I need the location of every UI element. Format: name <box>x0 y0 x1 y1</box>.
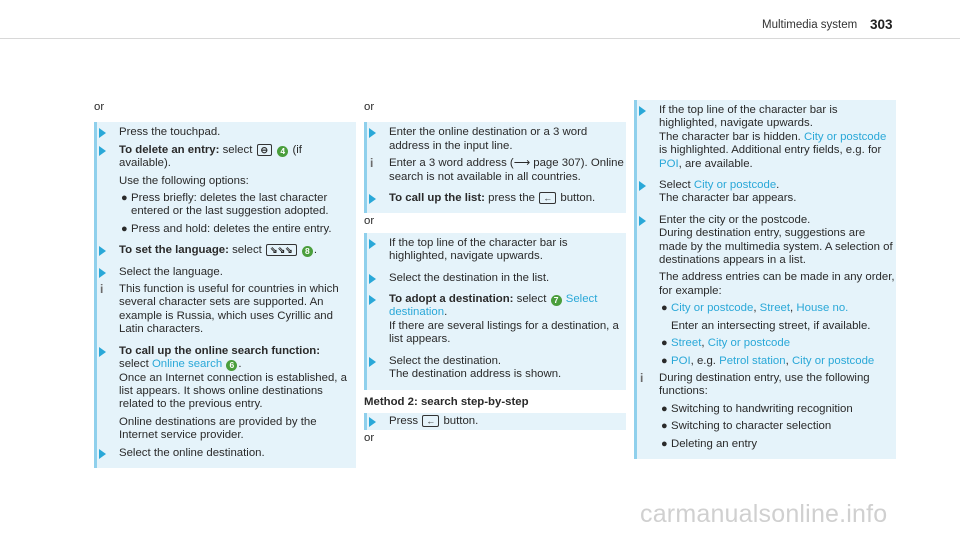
instruction-box <box>94 122 356 468</box>
poi-link[interactable]: POI <box>659 157 679 170</box>
or-text: or <box>94 101 105 113</box>
bullet-icon: ● <box>661 354 668 367</box>
step-delete-entry: To delete an entry: select ⊖ 4 (if available). <box>97 144 356 171</box>
step-arrow-icon <box>639 216 646 226</box>
bullet-icon: ● <box>121 192 128 205</box>
online-search-link[interactable]: Online search <box>151 358 223 371</box>
list-item: ● Press and hold: deletes the entire entry. <box>121 222 332 235</box>
or-text: or <box>364 215 375 228</box>
step-character-bar: If the top line of the character bar is highlighted, navigate upwards. The character bar is hidden. City or postcode is highlighted. Additional entry fields, e.g. for POI, are available. <box>637 104 896 171</box>
instruction-box <box>364 122 626 213</box>
callout-badge: 8 <box>302 246 313 257</box>
list-item: ● Switching to character selection <box>661 420 832 433</box>
list-item: ● POI, e.g. Petrol station, City or postcode <box>661 354 875 367</box>
info-icon: i <box>370 156 374 171</box>
list-item: ● Press briefly: deletes the last character entered or the last suggestion adopted. <box>121 192 329 218</box>
step-arrow-icon <box>99 347 106 357</box>
bullet-icon: ● <box>661 437 668 450</box>
step-arrow-icon <box>639 106 646 116</box>
delete-key-icon: ⊖ <box>257 144 273 156</box>
step-select-destination: Select the destination. The destination address is shown. <box>367 355 626 382</box>
step-press-touchpad: Press the touchpad. <box>97 126 356 139</box>
step-arrow-icon <box>369 274 376 284</box>
step-adopt-destination: To adopt a destination: select 7 Select destination. If there are several listings for a destination, a list appears. <box>367 293 626 347</box>
list-item: ● Switching to handwriting recognition <box>661 402 853 415</box>
callout-badge: 4 <box>277 146 288 157</box>
list-item: ● City or postcode, Street, House no. <box>661 302 849 315</box>
list-item: ● Street, City or postcode <box>661 337 791 350</box>
step-arrow-icon <box>99 246 106 256</box>
address-order-text: The address entries can be made in any order, for example: <box>659 271 895 297</box>
instruction-box <box>364 413 626 430</box>
language-key-icon: ⇘⇘⇘ <box>266 244 297 256</box>
section-heading: Method 2: search step-by-step <box>364 395 529 408</box>
step-select-city: Select City or postcode. The character bar appears. <box>637 179 896 206</box>
select-destination-link[interactable]: Select destination <box>389 293 598 319</box>
step-select-online-destination: Select the online destination. <box>97 447 356 460</box>
step-press-back: Press ← button. <box>367 415 626 428</box>
step-arrow-icon <box>369 295 376 305</box>
header-title: Multimedia system <box>762 19 858 31</box>
step-arrow-icon <box>99 128 106 138</box>
bullet-icon: ● <box>661 402 668 415</box>
callout-badge: 7 <box>551 295 562 306</box>
step-arrow-icon <box>369 417 376 427</box>
step-arrow-icon <box>99 268 106 278</box>
step-set-language: To set the language: select ⇘⇘⇘ 8 . <box>97 244 356 257</box>
provider-text: Online destinations are provided by the Internet service provider. <box>119 415 317 442</box>
bullet-icon: ● <box>661 302 668 315</box>
bullet-icon: ● <box>661 337 668 350</box>
page-number: 303 <box>870 17 893 32</box>
step-arrow-icon <box>639 181 646 191</box>
step-enter-city: Enter the city or the postcode. During destination entry, suggestions are made by the multimedia system. A selection of destinations appears in a list. <box>637 214 896 268</box>
column-1 <box>94 101 356 468</box>
bullet-icon: ● <box>661 420 668 433</box>
step-enter-destination: Enter the online destination or a 3 word address in the input line. <box>367 126 626 153</box>
use-options-text: Use the following options: <box>119 174 249 187</box>
intersecting-street-text: Enter an intersecting street, if available. <box>671 319 871 332</box>
step-select-destination-list: Select the destination in the list. <box>367 272 626 285</box>
callout-badge: 6 <box>226 360 237 371</box>
info-icon: i <box>100 282 104 297</box>
column-2 <box>364 101 626 450</box>
instruction-box <box>634 100 896 459</box>
info-note: i During destination entry, use the following functions: <box>640 370 870 398</box>
step-online-search: To call up the online search function: select Online search 6 . Once an Internet connection is established, a list appears. It shows online destinations related to the previous entry. <box>97 345 356 412</box>
step-arrow-icon <box>99 449 106 459</box>
instruction-box <box>364 233 626 390</box>
step-arrow-icon <box>99 146 106 156</box>
step-arrow-icon <box>369 239 376 249</box>
list-item: ● Deleting an entry <box>661 437 758 450</box>
info-icon: i <box>640 370 644 385</box>
or-text: or <box>364 101 375 113</box>
or-text: or <box>364 432 375 445</box>
page-ref-arrow-icon: ⟶ <box>513 157 531 170</box>
back-key-icon: ← <box>422 415 439 427</box>
step-call-up-list: To call up the list: press the ← button. <box>367 192 626 205</box>
city-postcode-link[interactable]: City or postcode <box>693 179 777 192</box>
watermark: carmanualsonline.info <box>640 500 888 528</box>
back-key-icon: ← <box>539 192 556 204</box>
header-rule <box>0 38 960 39</box>
info-note: i This function is useful for countries in which several character sets are supported. An example is Russia, which uses Cyrillic and Latin characters. <box>100 282 339 336</box>
step-arrow-icon <box>369 357 376 367</box>
step-navigate-up: If the top line of the character bar is highlighted, navigate upwards. <box>367 237 626 264</box>
step-arrow-icon <box>369 194 376 204</box>
step-select-language: Select the language. <box>97 266 356 279</box>
city-postcode-link[interactable]: City or postcode <box>804 130 887 143</box>
step-arrow-icon <box>369 128 376 138</box>
bullet-icon: ● <box>121 222 128 235</box>
info-note: i Enter a 3 word address (⟶ page 307). Online search is not available in all countries. <box>370 156 624 183</box>
column-3 <box>634 100 896 459</box>
